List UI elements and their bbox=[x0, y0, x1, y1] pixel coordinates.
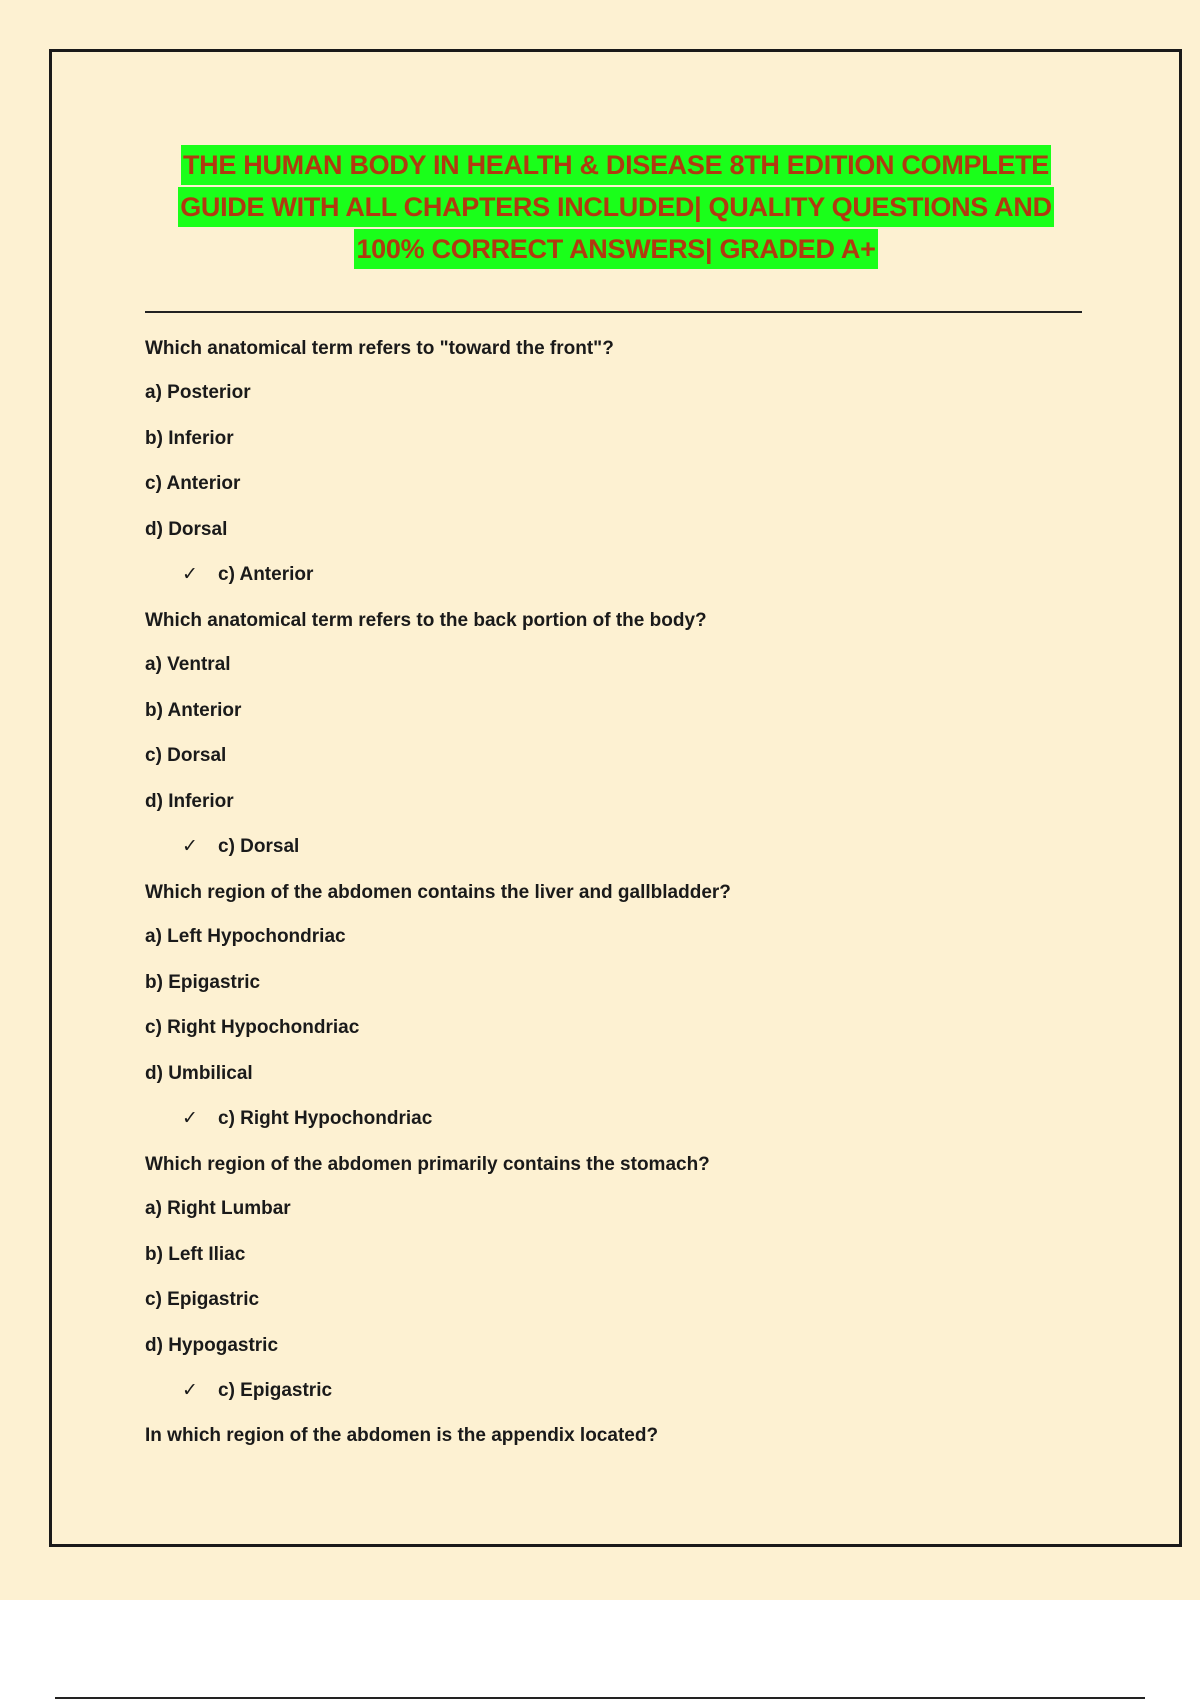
title-line-1: THE HUMAN BODY IN HEALTH & DISEASE 8TH EDITION COMPLETE bbox=[181, 145, 1051, 185]
title-line-2: GUIDE WITH ALL CHAPTERS INCLUDED| QUALITY QUESTIONS AND bbox=[178, 187, 1054, 227]
question-4: Which region of the abdomen primarily contains the stomach? bbox=[145, 1154, 710, 1175]
question-3-option-a: a) Left Hypochondriac bbox=[145, 926, 346, 947]
question-2-option-d: d) Inferior bbox=[145, 791, 234, 812]
checkmark-icon: ✓ bbox=[182, 836, 198, 857]
question-2: Which anatomical term refers to the back portion of the body? bbox=[145, 610, 707, 631]
question-3-option-d: d) Umbilical bbox=[145, 1063, 253, 1084]
question-5: In which region of the abdomen is the appendix located? bbox=[145, 1425, 659, 1446]
checkmark-icon: ✓ bbox=[182, 564, 198, 585]
answer-text: c) Anterior bbox=[218, 564, 314, 585]
question-4-option-a: a) Right Lumbar bbox=[145, 1198, 291, 1219]
checkmark-icon: ✓ bbox=[182, 1108, 198, 1129]
question-2-answer bbox=[182, 835, 299, 859]
question-3-option-c: c) Right Hypochondriac bbox=[145, 1017, 360, 1038]
question-1-option-d: d) Dorsal bbox=[145, 519, 228, 540]
question-2-option-c: c) Dorsal bbox=[145, 745, 227, 766]
checkmark-icon: ✓ bbox=[182, 1380, 198, 1401]
next-page-rule bbox=[55, 1697, 1145, 1699]
question-1-option-a: a) Posterior bbox=[145, 382, 251, 403]
title-line-3: 100% CORRECT ANSWERS| GRADED A+ bbox=[354, 229, 877, 269]
question-3-option-b: b) Epigastric bbox=[145, 972, 261, 993]
question-3-answer bbox=[182, 1107, 432, 1131]
question-2-option-b: b) Anterior bbox=[145, 700, 242, 721]
question-1-option-b: b) Inferior bbox=[145, 428, 234, 449]
question-2-option-a: a) Ventral bbox=[145, 654, 231, 675]
title-divider bbox=[145, 311, 1082, 313]
question-1-option-c: c) Anterior bbox=[145, 473, 241, 494]
question-3: Which region of the abdomen contains the liver and gallbladder? bbox=[145, 882, 731, 903]
question-4-option-b: b) Left Iliac bbox=[145, 1244, 246, 1265]
answer-text: c) Dorsal bbox=[218, 836, 300, 857]
answer-text: c) Epigastric bbox=[218, 1380, 333, 1401]
question-1-answer bbox=[182, 563, 313, 587]
question-1: Which anatomical term refers to "toward the front"? bbox=[145, 338, 614, 359]
question-4-answer bbox=[182, 1379, 332, 1403]
document-title bbox=[140, 145, 1092, 271]
answer-text: c) Right Hypochondriac bbox=[218, 1108, 433, 1129]
question-4-option-d: d) Hypogastric bbox=[145, 1335, 279, 1356]
question-4-option-c: c) Epigastric bbox=[145, 1289, 260, 1310]
